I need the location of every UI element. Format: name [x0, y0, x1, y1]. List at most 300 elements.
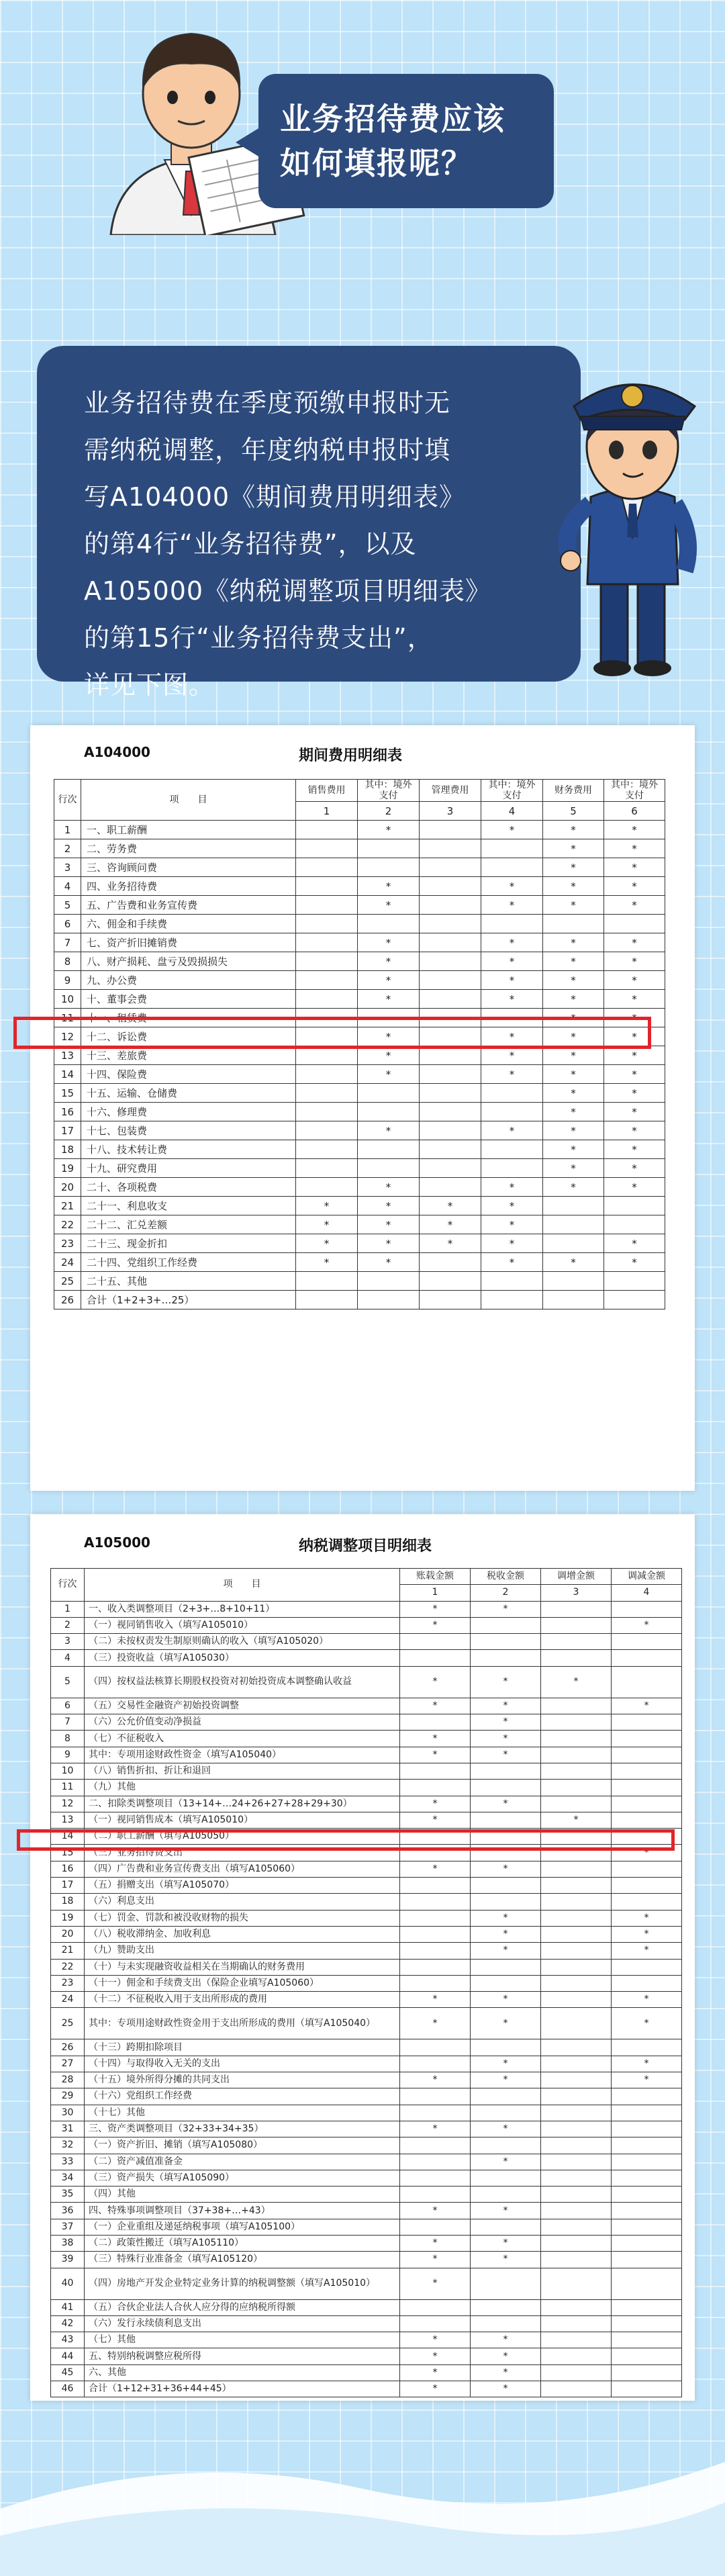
cell-mark — [541, 1747, 612, 1763]
cell-mark: * — [400, 1812, 471, 1828]
cell-mark — [481, 1103, 543, 1121]
cell-mark: * — [358, 1234, 420, 1253]
row-number: 23 — [51, 1975, 85, 1991]
cell-mark: * — [358, 933, 420, 952]
cell-mark: * — [543, 1046, 604, 1065]
row-number: 18 — [54, 1140, 81, 1159]
row-number: 19 — [54, 1159, 81, 1178]
cell-mark — [296, 1065, 358, 1084]
row-item: （十一）佣金和手续费支出（保险企业填写A105060） — [85, 1975, 400, 1991]
col-row-header: 行次 — [54, 780, 81, 821]
row-item: 十四、保险费 — [81, 1065, 296, 1084]
cell-mark — [400, 2299, 471, 2315]
table-row — [54, 858, 665, 877]
cell-mark: * — [604, 1084, 665, 1103]
row-number: 6 — [51, 1698, 85, 1714]
cell-mark — [420, 877, 481, 896]
cell-mark — [612, 1878, 682, 1894]
cell-mark: * — [400, 2364, 471, 2381]
col-header: 其中：境外支付 — [358, 780, 420, 802]
cell-mark: * — [358, 1197, 420, 1215]
table-row — [51, 2381, 682, 2397]
row-number: 6 — [54, 915, 81, 933]
table-row — [51, 2315, 682, 2332]
table-row — [51, 1780, 682, 1796]
cell-mark — [541, 2121, 612, 2137]
table-row — [51, 2187, 682, 2203]
row-number: 16 — [54, 1103, 81, 1121]
row-item: （四）广告费和业务宣传费支出（填写A105060） — [85, 1861, 400, 1877]
row-item: 三、咨询顾问费 — [81, 858, 296, 877]
cell-mark: * — [481, 971, 543, 990]
cell-mark: * — [358, 877, 420, 896]
table-row — [51, 1861, 682, 1877]
cell-mark: * — [400, 1747, 471, 1763]
cell-mark: * — [604, 896, 665, 915]
cell-mark — [296, 971, 358, 990]
cell-mark — [420, 1178, 481, 1197]
intro-line-5: A105000《纳税调整项目明细表》 — [84, 576, 492, 606]
col-item-header: 项 目 — [81, 780, 296, 821]
cell-mark — [612, 1796, 682, 1812]
cell-mark: * — [604, 1140, 665, 1159]
cell-mark: * — [612, 1617, 682, 1633]
row-item: 十二、诉讼费 — [81, 1027, 296, 1046]
table1-panel — [30, 725, 695, 1491]
cell-mark — [612, 2137, 682, 2154]
row-item: 十、董事会费 — [81, 990, 296, 1009]
row-number: 41 — [51, 2299, 85, 2315]
row-item: 二十、各项税费 — [81, 1178, 296, 1197]
cell-mark: * — [481, 1215, 543, 1234]
cell-mark — [420, 1065, 481, 1084]
cell-mark — [541, 2154, 612, 2170]
cell-mark: * — [471, 1926, 541, 1942]
row-number: 27 — [51, 2056, 85, 2072]
cell-mark: * — [481, 877, 543, 896]
table-row — [51, 2364, 682, 2381]
table-row — [51, 1910, 682, 1926]
table-row — [51, 2299, 682, 2315]
cell-mark: * — [604, 1234, 665, 1253]
cell-mark — [358, 1159, 420, 1178]
row-item: 三、资产类调整项目（32+33+34+35） — [85, 2121, 400, 2137]
row-number: 46 — [51, 2381, 85, 2397]
table-row — [51, 1763, 682, 1779]
cell-mark — [612, 2154, 682, 2170]
table2-title: 纳税调整项目明细表 — [299, 1538, 432, 1555]
cell-mark — [541, 2170, 612, 2186]
table-row — [51, 2072, 682, 2088]
title-line-2: 如何填报呢？ — [280, 145, 473, 181]
cell-mark — [541, 1650, 612, 1666]
row-item: 二十四、党组织工作经费 — [81, 1253, 296, 1272]
row-number: 12 — [51, 1796, 85, 1812]
cell-mark — [481, 1272, 543, 1291]
cell-mark — [541, 2348, 612, 2364]
table-row — [51, 2137, 682, 2154]
cell-mark — [420, 971, 481, 990]
cell-mark — [543, 1234, 604, 1253]
cell-mark — [543, 1291, 604, 1309]
cell-mark — [541, 2203, 612, 2219]
row-item: （十五）境外所得分摊的共同支出 — [85, 2072, 400, 2088]
cell-mark: * — [604, 858, 665, 877]
row-number: 5 — [54, 896, 81, 915]
row-item: 二十二、汇兑差额 — [81, 1215, 296, 1234]
cell-mark: * — [420, 1215, 481, 1234]
cell-mark: * — [420, 1197, 481, 1215]
cell-mark: * — [543, 1159, 604, 1178]
row-number: 13 — [54, 1046, 81, 1065]
cell-mark — [358, 1084, 420, 1103]
intro-line-4: 的第4行“业务招待费”，以及 — [84, 529, 417, 559]
row-number: 2 — [54, 839, 81, 858]
cell-mark — [400, 1959, 471, 1975]
cell-mark: * — [471, 2332, 541, 2348]
col-header: 账载金额 — [400, 1569, 471, 1585]
cell-mark: * — [604, 839, 665, 858]
cell-mark — [296, 896, 358, 915]
cell-mark: * — [400, 2235, 471, 2251]
cell-mark: * — [471, 2364, 541, 2381]
cell-mark — [604, 1215, 665, 1234]
cell-mark — [358, 1272, 420, 1291]
row-number: 5 — [51, 1666, 85, 1698]
cell-mark: * — [604, 1027, 665, 1046]
cell-mark: * — [471, 2154, 541, 2170]
row-item: （五）交易性金融资产初始投资调整 — [85, 1698, 400, 1714]
cell-mark — [541, 1617, 612, 1633]
cell-mark — [541, 2072, 612, 2088]
cell-mark — [420, 1103, 481, 1121]
table-row — [54, 1253, 665, 1272]
cell-mark — [541, 2268, 612, 2299]
cell-mark — [541, 2039, 612, 2056]
cell-mark — [541, 1780, 612, 1796]
table-row — [54, 896, 665, 915]
table-row — [51, 2121, 682, 2137]
cell-mark — [420, 839, 481, 858]
row-number: 24 — [51, 1992, 85, 2008]
row-item: 五、广告费和业务宣传费 — [81, 896, 296, 915]
cell-mark — [358, 1291, 420, 1309]
row-item: 七、资产折旧摊销费 — [81, 933, 296, 952]
cell-mark: * — [471, 2381, 541, 2397]
cell-mark: * — [471, 1943, 541, 1959]
cell-mark — [400, 1780, 471, 1796]
header-row — [51, 1569, 682, 1585]
cell-mark — [612, 2235, 682, 2251]
cell-mark: * — [400, 1992, 471, 2008]
cell-mark: * — [471, 1731, 541, 1747]
cell-mark: * — [543, 896, 604, 915]
cell-mark — [296, 1272, 358, 1291]
row-item: 一、职工薪酬 — [81, 821, 296, 839]
cell-mark — [471, 1650, 541, 1666]
cell-mark — [612, 2203, 682, 2219]
cell-mark: * — [358, 821, 420, 839]
cell-mark: * — [358, 1178, 420, 1197]
cell-mark — [471, 1894, 541, 1910]
cell-mark — [543, 1215, 604, 1234]
col-header: 调减金额 — [612, 1569, 682, 1585]
cell-mark: * — [420, 1234, 481, 1253]
cell-mark: * — [296, 1215, 358, 1234]
cell-mark — [471, 1780, 541, 1796]
cell-mark — [296, 821, 358, 839]
cell-mark — [612, 2299, 682, 2315]
table-row — [51, 1926, 682, 1942]
row-number: 29 — [51, 2088, 85, 2105]
table-row — [51, 1666, 682, 1698]
cell-mark: * — [543, 839, 604, 858]
row-number: 7 — [51, 1714, 85, 1731]
cell-mark — [612, 1812, 682, 1828]
row-number: 18 — [51, 1894, 85, 1910]
title-bubble — [258, 74, 554, 208]
cell-mark — [612, 2219, 682, 2235]
cell-mark — [471, 1878, 541, 1894]
row-number: 8 — [51, 1731, 85, 1747]
cell-mark: * — [543, 1103, 604, 1121]
cell-mark — [400, 2088, 471, 2105]
row-item: （一）资产折旧、摊销（填写A105080） — [85, 2137, 400, 2154]
row-number: 10 — [51, 1763, 85, 1779]
cell-mark: * — [612, 2008, 682, 2039]
cell-mark — [541, 1714, 612, 1731]
table-row — [51, 1812, 682, 1828]
cell-mark: * — [400, 2008, 471, 2039]
table-row — [51, 2056, 682, 2072]
cell-mark — [296, 1178, 358, 1197]
cell-mark — [296, 1084, 358, 1103]
cell-mark — [471, 2170, 541, 2186]
cell-mark — [400, 2219, 471, 2235]
col-number: 6 — [604, 802, 665, 821]
cell-mark: * — [604, 1253, 665, 1272]
table-row — [54, 971, 665, 990]
cell-mark: * — [481, 1121, 543, 1140]
table2-panel — [30, 1514, 695, 2401]
cell-mark: * — [481, 1046, 543, 1065]
table-row — [51, 2268, 682, 2299]
cell-mark — [543, 1272, 604, 1291]
row-number: 38 — [51, 2235, 85, 2251]
row-number: 11 — [54, 1009, 81, 1027]
cell-mark — [471, 2219, 541, 2235]
cell-mark: * — [400, 1698, 471, 1714]
row-item: 二、扣除类调整项目（13+14+…24+26+27+28+29+30） — [85, 1796, 400, 1812]
row-item: （八）销售折扣、折让和退回 — [85, 1763, 400, 1779]
row-number: 8 — [54, 952, 81, 971]
cell-mark — [612, 1780, 682, 1796]
row-number: 26 — [54, 1291, 81, 1309]
row-item: （八）税收滞纳金、加收利息 — [85, 1926, 400, 1942]
table-row — [51, 2348, 682, 2364]
cell-mark — [541, 2105, 612, 2121]
cell-mark: * — [471, 2072, 541, 2088]
cell-mark: * — [358, 1046, 420, 1065]
row-number: 25 — [51, 2008, 85, 2039]
cell-mark — [400, 1926, 471, 1942]
intro-bubble — [37, 346, 581, 700]
cell-mark — [296, 952, 358, 971]
cell-mark — [612, 1601, 682, 1617]
cell-mark — [420, 1272, 481, 1291]
cell-mark — [612, 1861, 682, 1877]
cell-mark — [612, 2348, 682, 2364]
cell-mark — [541, 2299, 612, 2315]
cell-mark: * — [543, 858, 604, 877]
cell-mark — [612, 2121, 682, 2137]
cell-mark — [358, 915, 420, 933]
cell-mark — [481, 1140, 543, 1159]
cell-mark — [471, 2105, 541, 2121]
cell-mark — [612, 1763, 682, 1779]
row-item: 十八、技术转让费 — [81, 1140, 296, 1159]
row-item: （一）企业重组及递延纳税事项（填写A105100） — [85, 2219, 400, 2235]
cell-mark: * — [400, 2268, 471, 2299]
col-number: 2 — [471, 1585, 541, 1601]
table-row — [51, 2252, 682, 2268]
cell-mark: * — [358, 1027, 420, 1046]
table-row — [54, 1065, 665, 1084]
row-item: （六）利息支出 — [85, 1894, 400, 1910]
row-item: （三）业务招待费支出 — [85, 1845, 400, 1861]
table1-code: A104000 — [84, 744, 150, 760]
row-item: （三）投资收益（填写A105030） — [85, 1650, 400, 1666]
table-row — [54, 990, 665, 1009]
row-item: （十二）不征税收入用于支出所形成的费用 — [85, 1992, 400, 2008]
cell-mark: * — [612, 1910, 682, 1926]
row-item: （九）其他 — [85, 1780, 400, 1796]
cell-mark: * — [400, 2348, 471, 2364]
cell-mark: * — [471, 1910, 541, 1926]
row-number: 19 — [51, 1910, 85, 1926]
row-number: 36 — [51, 2203, 85, 2219]
cell-mark — [541, 1878, 612, 1894]
cell-mark — [471, 1634, 541, 1650]
cell-mark — [612, 1666, 682, 1698]
cell-mark — [420, 1253, 481, 1272]
table-row — [51, 1601, 682, 1617]
cell-mark — [420, 933, 481, 952]
col-header: 财务费用 — [543, 780, 604, 802]
cell-mark: * — [543, 1121, 604, 1140]
cell-mark — [541, 2187, 612, 2203]
cell-mark: * — [543, 1253, 604, 1272]
row-number: 21 — [54, 1197, 81, 1215]
cell-mark — [541, 2219, 612, 2235]
row-number: 34 — [51, 2170, 85, 2186]
table-row — [54, 877, 665, 896]
cell-mark — [541, 1601, 612, 1617]
col-number: 1 — [400, 1585, 471, 1601]
cell-mark: * — [296, 1197, 358, 1215]
cell-mark: * — [400, 2203, 471, 2219]
cell-mark — [543, 915, 604, 933]
table1-title: 期间费用明细表 — [299, 747, 403, 764]
table2-code: A105000 — [84, 1534, 150, 1551]
table2 — [50, 1568, 682, 2397]
table-row — [51, 2008, 682, 2039]
table-row — [51, 2235, 682, 2251]
cell-mark — [541, 2235, 612, 2251]
table-row — [54, 1234, 665, 1253]
row-item: （二）政策性搬迁（填写A105110） — [85, 2235, 400, 2251]
table-row — [51, 1634, 682, 1650]
cell-mark: * — [400, 2332, 471, 2348]
cell-mark: * — [543, 877, 604, 896]
cell-mark — [400, 2170, 471, 2186]
table-row — [51, 1943, 682, 1959]
cell-mark — [541, 1894, 612, 1910]
col-number: 4 — [481, 802, 543, 821]
cell-mark: * — [481, 896, 543, 915]
cell-mark — [420, 952, 481, 971]
cell-mark: * — [471, 1796, 541, 1812]
row-number: 1 — [54, 821, 81, 839]
cell-mark — [612, 2105, 682, 2121]
cell-mark — [420, 1084, 481, 1103]
row-item: 十九、研究费用 — [81, 1159, 296, 1178]
table-row — [51, 2203, 682, 2219]
row-number: 9 — [54, 971, 81, 990]
cell-mark — [612, 1650, 682, 1666]
cell-mark: * — [481, 1027, 543, 1046]
cell-mark — [541, 2056, 612, 2072]
cell-mark: * — [400, 2381, 471, 2397]
cell-mark: * — [358, 1253, 420, 1272]
cell-mark: * — [481, 1197, 543, 1215]
cell-mark: * — [604, 971, 665, 990]
cell-mark: * — [612, 1845, 682, 1861]
table-row — [54, 933, 665, 952]
row-item: （十七）其他 — [85, 2105, 400, 2121]
cell-mark — [481, 839, 543, 858]
table-row — [54, 915, 665, 933]
cell-mark: * — [471, 2008, 541, 2039]
row-item: 其中：专项用途财政性资金（填写A105040） — [85, 1747, 400, 1763]
cell-mark — [400, 2315, 471, 2332]
cell-mark: * — [358, 990, 420, 1009]
cell-mark: * — [612, 1926, 682, 1942]
row-item: （二）未按权责发生制原则确认的收入（填写A105020） — [85, 1634, 400, 1650]
cell-mark — [541, 1796, 612, 1812]
cell-mark — [296, 1140, 358, 1159]
cell-mark — [420, 1140, 481, 1159]
cell-mark — [296, 1103, 358, 1121]
title-line-1: 业务招待费应该 — [280, 101, 505, 137]
header-row — [54, 780, 665, 802]
cell-mark: * — [481, 821, 543, 839]
col-number: 1 — [296, 802, 358, 821]
cell-mark — [612, 2268, 682, 2299]
row-number: 32 — [51, 2137, 85, 2154]
row-number: 7 — [54, 933, 81, 952]
cell-mark: * — [400, 1601, 471, 1617]
row-item: （九）赞助支出 — [85, 1943, 400, 1959]
row-number: 4 — [54, 877, 81, 896]
row-number: 22 — [51, 1959, 85, 1975]
cell-mark: * — [543, 1027, 604, 1046]
cell-mark: * — [471, 1861, 541, 1877]
cell-mark — [612, 1747, 682, 1763]
cell-mark — [296, 1159, 358, 1178]
table-row — [54, 1197, 665, 1215]
cell-mark: * — [296, 1234, 358, 1253]
